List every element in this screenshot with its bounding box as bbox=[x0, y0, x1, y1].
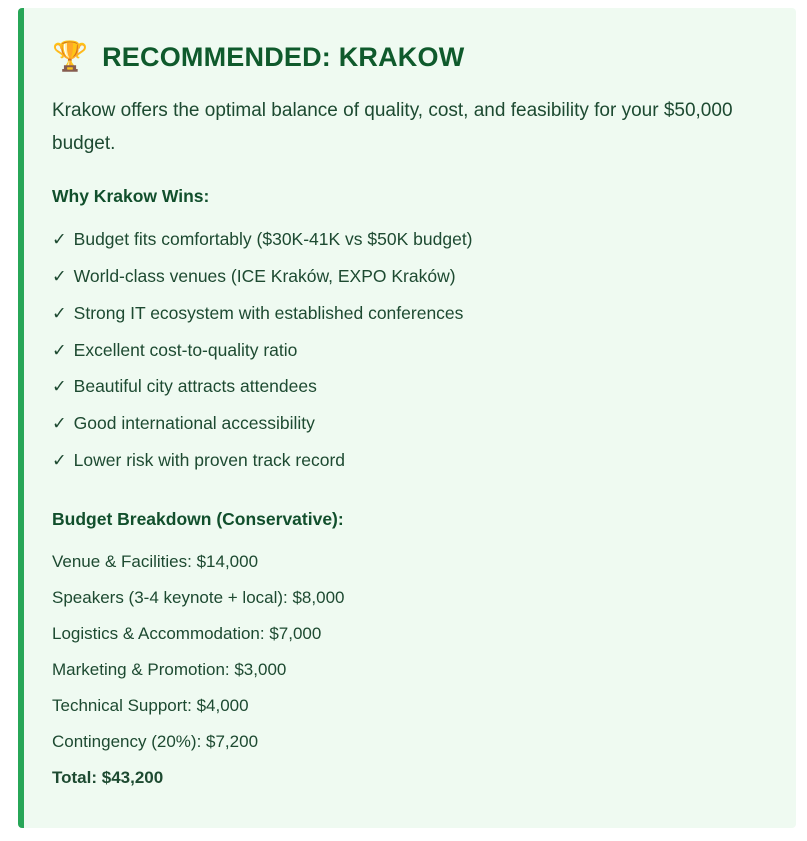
check-icon: ✓ bbox=[52, 229, 67, 250]
list-item: Venue & Facilities: $14,000 bbox=[52, 551, 259, 571]
list-item bbox=[52, 221, 764, 258]
list-item: Contingency (20%): $7,200 bbox=[52, 732, 259, 752]
budget-heading: Budget Breakdown (Conservative): bbox=[52, 508, 344, 529]
recommendation-card bbox=[18, 8, 796, 828]
list-item bbox=[52, 368, 764, 405]
list-item bbox=[52, 405, 764, 442]
list-item-label: World-class venues (ICE Kraków, EXPO Kraków) bbox=[73, 266, 456, 287]
trophy-icon: 🏆 bbox=[52, 41, 89, 73]
budget-total-label: Total: bbox=[52, 768, 98, 788]
list-item bbox=[52, 295, 764, 332]
list-item: Logistics & Accommodation: $7,000 bbox=[52, 623, 322, 643]
check-icon: ✓ bbox=[52, 266, 67, 287]
check-icon: ✓ bbox=[52, 449, 67, 470]
reasons-list bbox=[52, 221, 764, 478]
list-item: Technical Support: $4,000 bbox=[52, 695, 249, 715]
list-item-label: Strong IT ecosystem with established conferences bbox=[73, 302, 464, 323]
budget-list bbox=[52, 544, 764, 797]
list-item bbox=[52, 442, 764, 479]
list-item-label: Excellent cost-to-quality ratio bbox=[73, 339, 298, 360]
check-icon: ✓ bbox=[52, 413, 67, 434]
card-header bbox=[52, 42, 764, 73]
check-icon: ✓ bbox=[52, 376, 67, 397]
list-item-label: Budget fits comfortably ($30K-41K vs $50K budget) bbox=[73, 229, 473, 250]
list-item-label: Good international accessibility bbox=[73, 413, 315, 434]
budget-total-row bbox=[52, 760, 764, 796]
list-item bbox=[52, 332, 764, 369]
budget-total-value: $43,200 bbox=[101, 768, 164, 788]
list-item: Speakers (3-4 keynote + local): $8,000 bbox=[52, 587, 345, 607]
list-item-label: Beautiful city attracts attendees bbox=[73, 376, 317, 397]
list-item: Marketing & Promotion: $3,000 bbox=[52, 659, 287, 679]
list-item bbox=[52, 258, 764, 295]
reasons-heading: Why Krakow Wins: bbox=[52, 186, 210, 207]
page-title: RECOMMENDED: KRAKOW bbox=[102, 42, 465, 72]
check-icon: ✓ bbox=[52, 302, 67, 323]
summary-text: Krakow offers the optimal balance of quality, cost, and feasibility for your $50,000 budget. bbox=[52, 100, 733, 154]
list-item-label: Lower risk with proven track record bbox=[73, 449, 346, 470]
check-icon: ✓ bbox=[52, 339, 67, 360]
